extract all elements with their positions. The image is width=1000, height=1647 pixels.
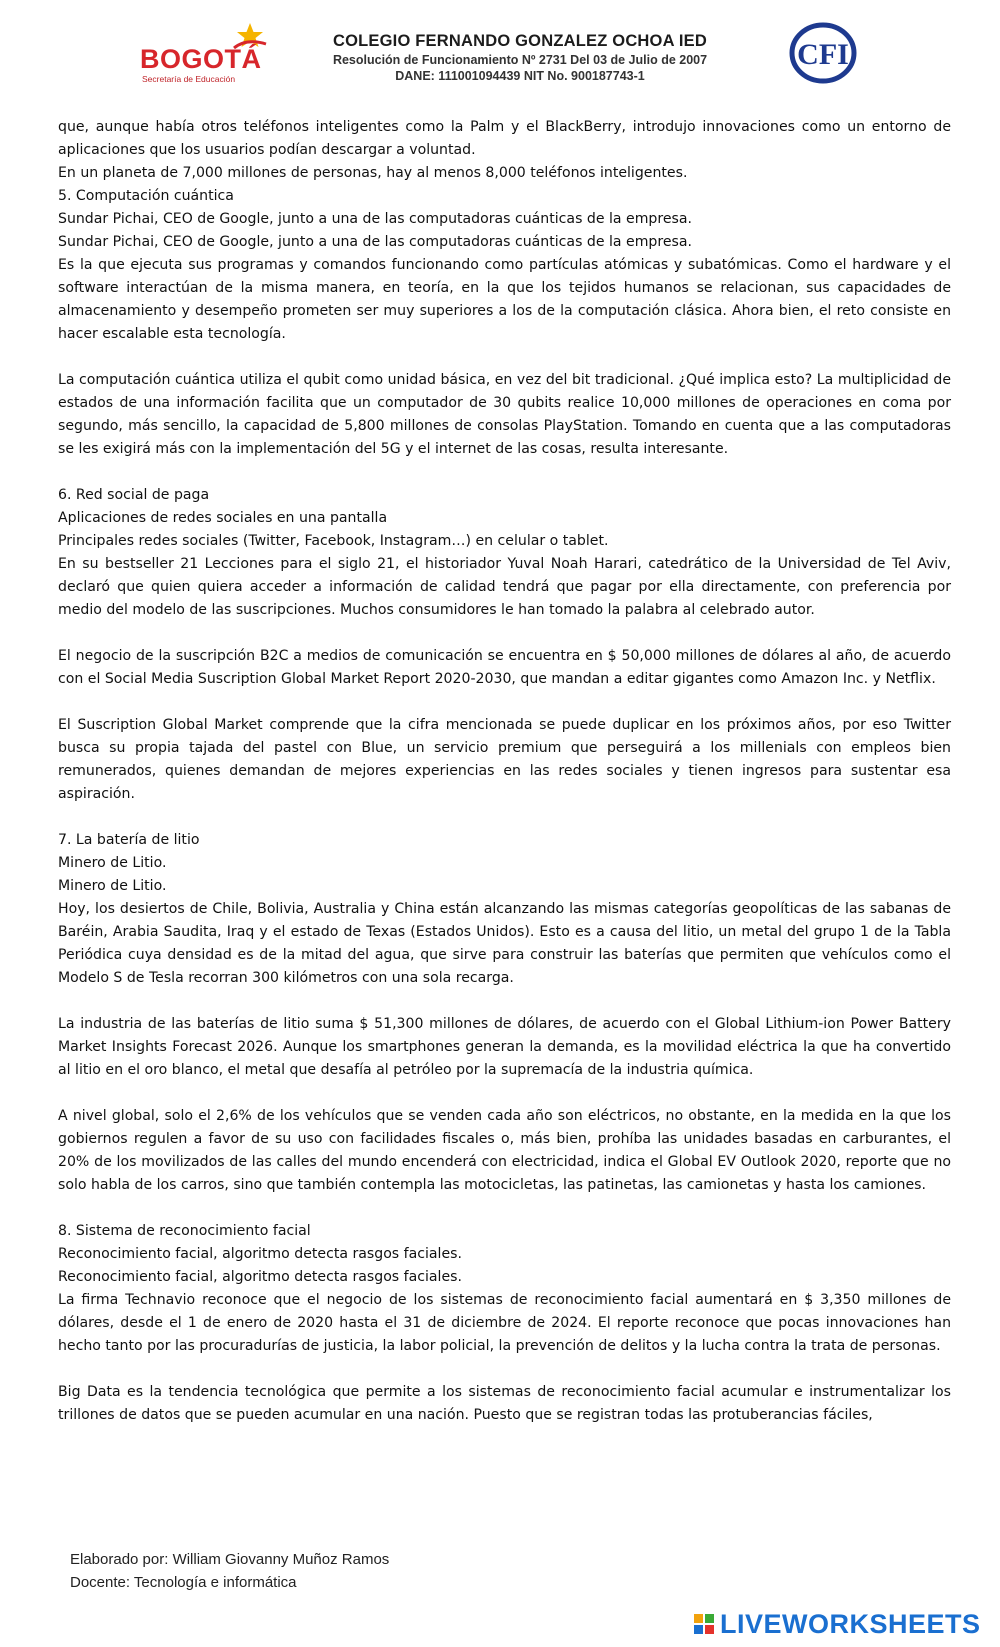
document-footer bbox=[70, 1548, 389, 1594]
paragraph: El negocio de la suscripción B2C a medios de comunicación se encuentra en $ 50,000 millones de dólares al año, de acuerdo con el Social Media Suscription Global Market Report 2020-2030, que mandan a editar gigantes como Amazon Inc. y Netflix. bbox=[58, 648, 951, 687]
document-header bbox=[0, 0, 1000, 105]
bogota-logo-subtitle: Secretaría de Educación bbox=[142, 74, 236, 84]
image-caption: Reconocimiento facial, algoritmo detecta rasgos faciales. bbox=[58, 1246, 462, 1262]
paragraph: La industria de las baterías de litio suma $ 51,300 millones de dólares, de acuerdo con el Global Lithium-ion Power Battery Market Insights Forecast 2026. Aunque los smartphones generan la demanda, es la movilidad eléctrica la que ha convertido al litio en el oro blanco, el metal que desafía al petróleo por la supremacía de la industria química. bbox=[58, 1016, 951, 1078]
bogota-logo-text: BOGOTÁ bbox=[140, 44, 262, 74]
liveworksheets-logo-icon bbox=[694, 1614, 714, 1634]
school-dane-nit: DANE: 111001094439 NIT No. 900187743-1 bbox=[395, 69, 645, 83]
liveworksheets-text: LIVEWORKSHEETS bbox=[720, 1608, 981, 1639]
paragraph: La firma Technavio reconoce que el negocio de los sistemas de reconocimiento facial aumentará en $ 3,350 millones de dólares, desde el 1 de enero de 2020 hasta el 31 de diciembre de 2024. El reporte reconoce que pocas innovaciones han hecho tanto por las procuradurías de justicia, la labor policial, la prevención de delitos y la lucha contra la trata de personas. bbox=[58, 1292, 951, 1354]
document-body bbox=[58, 116, 951, 1427]
paragraph: Big Data es la tendencia tecnológica que permite a los sistemas de reconocimiento facial acumular e instrumentalizar los trillones de datos que se pueden acumular en una nación. Puesto que se registran todas las protuberancias fáciles, bbox=[58, 1384, 951, 1423]
section-heading: 5. Computación cuántica bbox=[58, 188, 234, 204]
paragraph: La computación cuántica utiliza el qubit como unidad básica, en vez del bit tradicional. ¿Qué implica esto? La multiplicidad de estados de una información facilita que un computador de 30 qubits realice 10,000 millones de operaciones en coma por segundo, más sencillo, la capacidad de 5,800 millones de consolas PlayStation. Tomando en cuenta que a las computadoras se les exigirá más con la implementación del 5G y el internet de las cosas, resulta interesante. bbox=[58, 372, 951, 457]
liveworksheets-watermark bbox=[694, 1608, 981, 1640]
image-caption: Minero de Litio. bbox=[58, 878, 167, 894]
image-caption: Reconocimiento facial, algoritmo detecta rasgos faciales. bbox=[58, 1269, 462, 1285]
image-caption: Sundar Pichai, CEO de Google, junto a una de las computadoras cuánticas de la empresa. bbox=[58, 211, 692, 227]
paragraph: En su bestseller 21 Lecciones para el siglo 21, el historiador Yuval Noah Harari, catedrático de la Universidad de Tel Aviv, declaró que quien quiera acceder a información de calidad tendrá que pagar por ella directamente, con preferencia por medio del modelo de las suscripciones. Muchos consumidores le han tomado la palabra al celebrado autor. bbox=[58, 556, 951, 618]
footer-author: Elaborado por: William Giovanny Muñoz Ramos bbox=[70, 1551, 390, 1568]
paragraph: Hoy, los desiertos de Chile, Bolivia, Australia y China están alcanzando las mismas categorías geopolíticas de las sabanas de Baréin, Arabia Saudita, Iraq y el estado de Texas (Estados Unidos). Esto es a causa del litio, un metal del grupo 1 de la Tabla Periódica cuya densidad es de la mitad del agua, que sirve para construir las baterías que permiten que vehículos como el Modelo S de Tesla recorran 300 kilómetros con una sola recarga. bbox=[58, 901, 951, 986]
section-heading: 8. Sistema de reconocimiento facial bbox=[58, 1223, 311, 1239]
school-crest-text: CFI bbox=[797, 38, 849, 71]
paragraph: A nivel global, solo el 2,6% de los vehículos que se venden cada año son eléctricos, no obstante, en la medida en la que los gobiernos regulen a favor de su uso con facilidades fiscales o, más bien, prohíba las unidades basadas en carburantes, el 20% de los movilizados de las calles del mundo encenderá con electricidad, indica el Global EV Outlook 2020, reporte que no solo habla de los carros, sino que también contempla las motocicletas, las patinetas, las camionetas y hasta los camiones. bbox=[58, 1108, 951, 1193]
image-caption: Sundar Pichai, CEO de Google, junto a una de las computadoras cuánticas de la empresa. bbox=[58, 234, 692, 250]
footer-role: Docente: Tecnología e informática bbox=[70, 1574, 297, 1591]
paragraph: En un planeta de 7,000 millones de personas, hay al menos 8,000 teléfonos inteligentes. bbox=[58, 165, 688, 181]
paragraph: Es la que ejecuta sus programas y comandos funcionando como partículas atómicas y subatómicas. Como el hardware y el software interactúan de la misma manera, en teoría, en la que los tejidos humanos se relacionan, sus capacidades de almacenamiento y desempeño prometen ser muy superiores a los de la computación clásica. Ahora bien, el reto consiste en hacer escalable esta tecnología. bbox=[58, 257, 951, 342]
school-resolution: Resolución de Funcionamiento Nº 2731 Del 03 de Julio de 2007 bbox=[332, 53, 708, 67]
paragraph: que, aunque había otros teléfonos inteligentes como la Palm y el BlackBerry, introdujo innovaciones como un entorno de aplicaciones que los usuarios podían descargar a voluntad. bbox=[58, 119, 951, 158]
section-heading: 6. Red social de paga bbox=[58, 487, 210, 503]
image-caption: Minero de Litio. bbox=[58, 855, 167, 871]
image-caption: Principales redes sociales (Twitter, Facebook, Instagram…) en celular o tablet. bbox=[58, 533, 609, 549]
school-name: COLEGIO FERNANDO GONZALEZ OCHOA IED bbox=[333, 32, 707, 50]
image-caption: Aplicaciones de redes sociales en una pantalla bbox=[58, 510, 388, 526]
school-info bbox=[320, 32, 720, 83]
bogota-logo bbox=[140, 22, 270, 84]
section-heading: 7. La batería de litio bbox=[58, 832, 200, 848]
school-crest-icon bbox=[788, 22, 858, 84]
paragraph: El Suscription Global Market comprende que la cifra mencionada se puede duplicar en los próximos años, por eso Twitter busca su propia tajada del pastel con Blue, un servicio premium que perseguirá a los millenials con empleos bien remunerados, quienes demandan de mejores experiencias en las redes sociales y tienen ingresos para sustentar esa aspiración. bbox=[58, 717, 951, 802]
